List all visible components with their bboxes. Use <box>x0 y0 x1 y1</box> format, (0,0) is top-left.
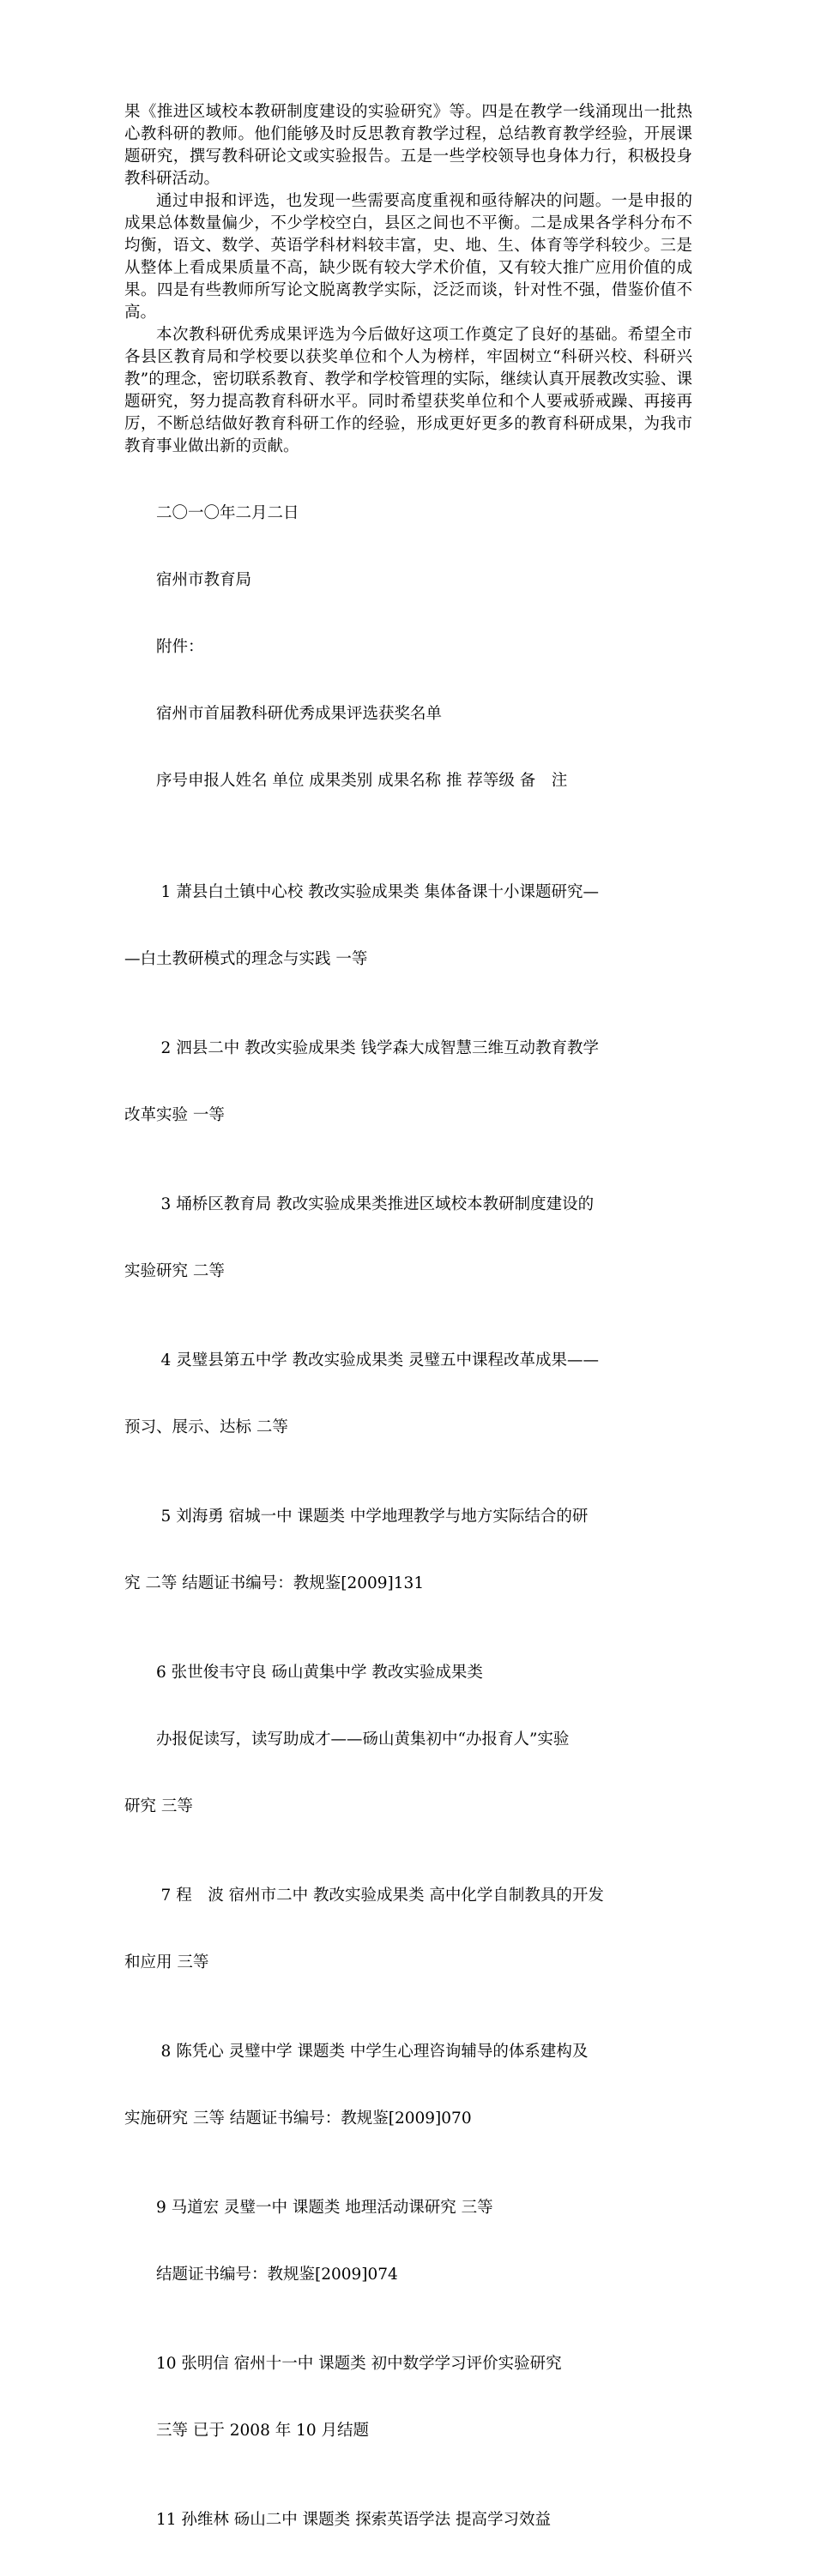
list-item-continued: 办报促读写，读写助成才——砀山黄集初中“办报育人”实验 <box>156 1730 570 1748</box>
list-item-continued: 改革实验 一等 <box>124 1106 225 1124</box>
list-item-continued: 究 二等 结题证书编号：教规鉴[2009]131 <box>124 1574 425 1592</box>
list-item-continued: —白土教研模式的理念与实践 一等 <box>124 950 368 968</box>
list-item-continued: 结题证书编号：教规鉴[2009]074 <box>156 2266 398 2284</box>
paragraph-achievements: 果《推进区域校本教研制度建设的实验研究》等。四是在教学一线涌现出一批热心教科研的教师。他们能够及时反思教育教学过程，总结教育教学经验，开展课题研究，撰写教科研论文或实验报告。五是一些学校领导也身体力行，积极投身教科研活动。 <box>124 103 692 188</box>
list-item: 4 灵璧县第五中学 教改实验成果类 灵璧五中课程改革成果—— <box>160 1351 599 1369</box>
list-item: 8 陈凭心 灵璧中学 课题类 中学生心理咨询辅导的体系建构及 <box>160 2043 589 2061</box>
signoff-org: 宿州市教育局 <box>156 571 252 589</box>
paragraph-problems: 通过申报和评选，也发现一些需要高度重视和亟待解决的问题。一是申报的成果总体数量偏少，不少学校空白，县区之间也不平衡。二是成果各学科分布不均衡，语文、数学、英语学科材料较丰富，史、地、生、体育等学科较少。三是从整体上看成果质量不高，缺少既有较大学术价值，又有较大推广应用价值的成果。四是有些教师所写论文脱离教学实际，泛泛而谈，针对性不强，借鉴价值不高。 <box>124 192 692 322</box>
list-item: 3 埇桥区教育局 教改实验成果类推进区域校本教研制度建设的 <box>160 1195 595 1213</box>
list-item-continued: 和应用 三等 <box>124 1953 209 1971</box>
list-item-continued: 实施研究 三等 结题证书编号：教规鉴[2009]070 <box>124 2110 472 2128</box>
list-item: 6 张世俊韦守良 砀山黄集中学 教改实验成果类 <box>156 1664 483 1682</box>
list-item: 7 程 波 宿州市二中 教改实验成果类 高中化学自制教具的开发 <box>160 1887 604 1905</box>
list-item-continued: 预习、展示、达标 二等 <box>124 1418 288 1436</box>
list-item: 2 泗县二中 教改实验成果类 钱学森大成智慧三维互动教育教学 <box>160 1039 599 1057</box>
document-page <box>124 101 692 2576</box>
attachment-label: 附件： <box>156 638 204 656</box>
list-item-continued: 研究 三等 <box>124 1797 193 1815</box>
list-item-continued: 实验研究 二等 <box>124 1262 225 1280</box>
list-item-continued: 三等 已于 2008 年 10 月结题 <box>156 2422 370 2440</box>
award-list <box>124 837 692 2576</box>
list-item: 10 张明信 宿州十一中 课题类 初中数学学习评价实验研究 <box>156 2355 562 2373</box>
list-item: 11 孙维林 砀山二中 课题类 探索英语学法 提高学习效益 <box>156 2511 551 2529</box>
paragraph-hopes: 本次教科研优秀成果评选为今后做好这项工作奠定了良好的基础。希望全市各县区教育局和学校要以获奖单位和个人为榜样，牢固树立“科研兴校、科研兴教”的理念，密切联系教育、教学和学校管理的实际，继续认真开展教改实验、课题研究，努力提高教育科研水平。同时希望获奖单位和个人要戒骄戒躁、再接再厉，不断总结做好教育科研工作的经验，形成更好更多的教育科研成果，为我市教育事业做出新的贡献。 <box>124 326 692 455</box>
signoff-date: 二〇一〇年二月二日 <box>156 504 299 522</box>
signoff-block <box>124 458 692 837</box>
list-item: 5 刘海勇 宿城一中 课题类 中学地理教学与地方实际结合的研 <box>160 1508 589 1526</box>
list-item: 1 萧县白土镇中心校 教改实验成果类 集体备课十小课题研究— <box>160 883 599 901</box>
award-list-title: 宿州市首届教科研优秀成果评选获奖名单 <box>156 705 443 723</box>
award-list-header: 序号申报人姓名 单位 成果类别 成果名称 推 荐等级 备 注 <box>156 772 568 790</box>
list-item: 9 马道宏 灵璧一中 课题类 地理活动课研究 三等 <box>156 2199 493 2217</box>
